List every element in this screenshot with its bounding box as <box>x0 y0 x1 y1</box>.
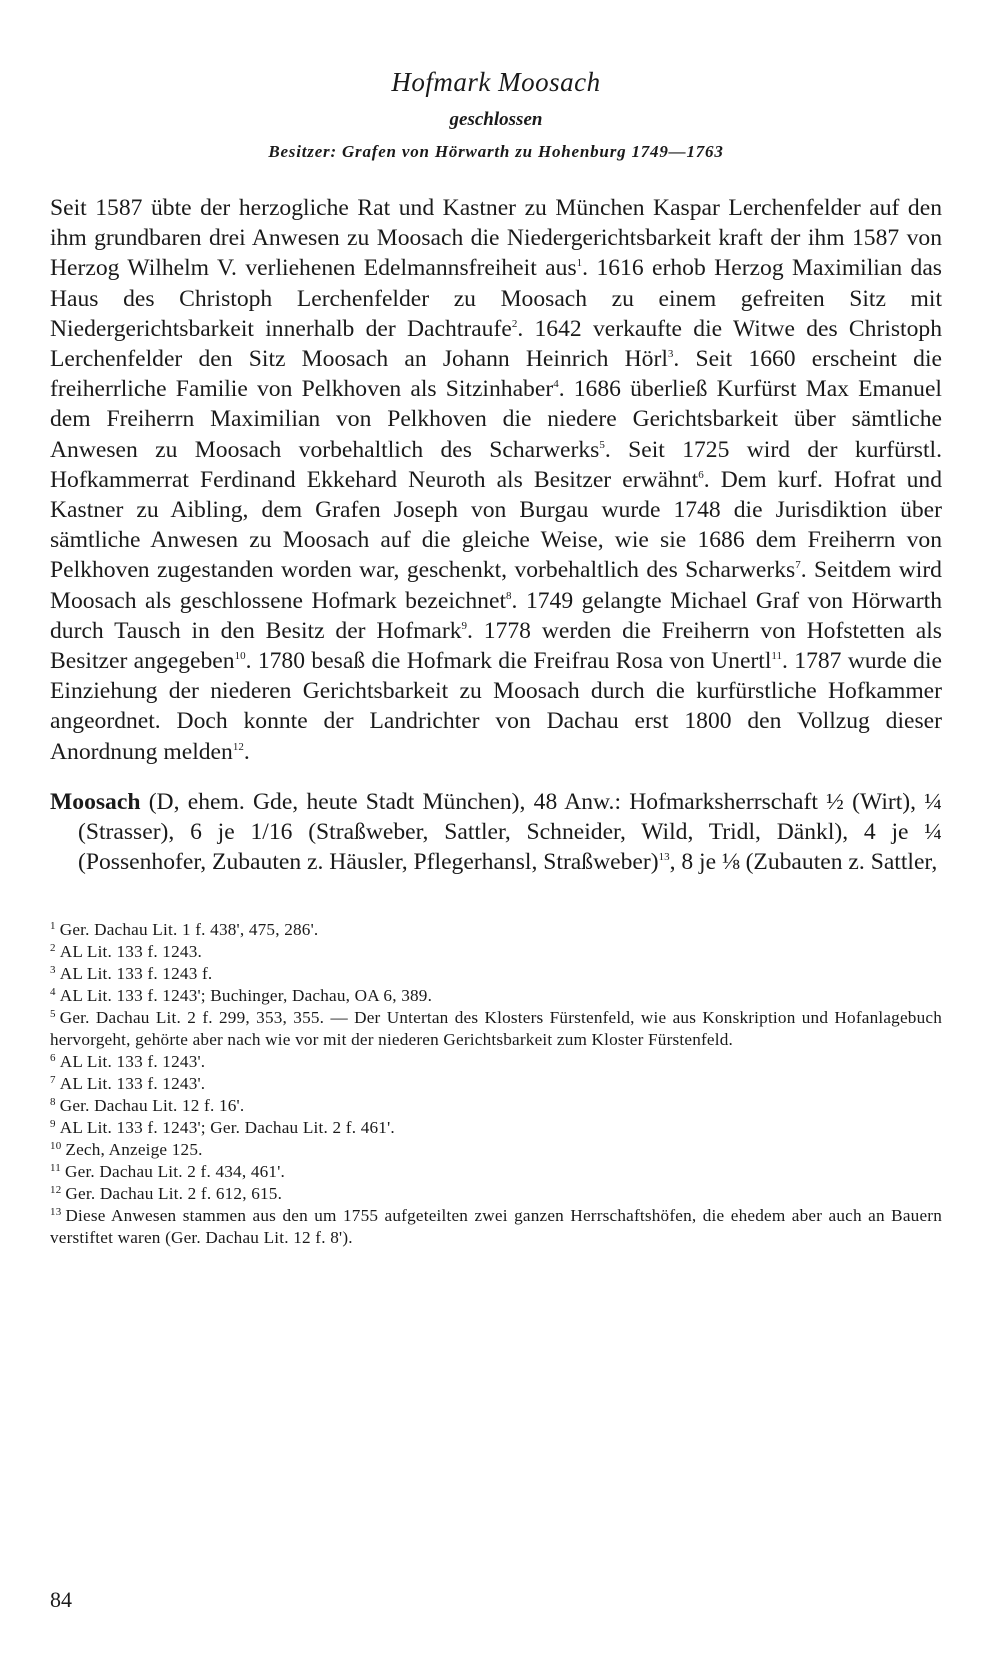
footnote-ref: 7 <box>795 559 801 572</box>
footnote-ref: 4 <box>553 378 559 391</box>
footnote-ref: 12 <box>232 740 244 753</box>
history-text: . Seit 1660 erscheint die freiherrliche Familie von Pelkhoven als Sitzinhaber <box>50 346 942 403</box>
page-number: 84 <box>50 1587 72 1612</box>
footnote-text: Ger. Dachau Lit. 2 f. 612, 615. <box>65 1184 283 1204</box>
footnote: 10 Zech, Anzeige 125. <box>50 1139 203 1160</box>
history-text: . 1787 wurde die Einziehung der niederen Gerichtsbarkeit zu Moosach durch die kurfürstliche Hofkammer angeordnet. Doch konnte der Landrichter von Dachau erst 1800 den Vollzug dieser Anordnung melden <box>50 648 942 765</box>
footnote: 7 AL Lit. 133 f. 1243'. <box>50 1073 206 1094</box>
footnote-ref: 9 <box>461 619 468 632</box>
section-title: Hofmark Moosach <box>391 67 601 97</box>
history-text: . Seit 1725 wird der kurfürstl. Hofkammerrat Ferdinand Ekkehard Neuroth als Besitzer erwähnt <box>50 436 942 493</box>
history-text: . 1780 besaß die Hofmark die Freifrau Rosa von Unertl <box>245 648 772 675</box>
footnote-ref: 6 <box>698 468 704 481</box>
history-text: . 1616 erhob Herzog Maximilian das Haus des Christoph Lerchenfelder zu Moosach zu einem gefreiten Sitz mit Niedergerichtsbarkeit innerhalb der Dachtraufe <box>50 255 942 342</box>
place-entry <box>50 787 942 878</box>
footnote-text: Ger. Dachau Lit. 2 f. 299, 353, 355. — Der Untertan des Klosters Fürstenfeld, wie aus Konskription und Hofanlagebuch hervorgeht, gehörte aber nach wie vor mit der niederen Gerichtsbarkeit zum Kloster Fürstenfeld. <box>50 1008 942 1050</box>
history-text: . Seitdem wird Moosach als geschlossene Hofmark bezeichnet <box>50 557 942 614</box>
owner-line: Besitzer: Grafen von Hörwarth zu Hohenburg 1749—1763 <box>268 142 724 161</box>
footnote: 5 Ger. Dachau Lit. 2 f. 299, 353, 355. — Der Untertan des Klosters Fürstenfeld, wie aus Konskription und Hofanlagebuch hervorgeht, gehörte aber nach wie vor mit der niederen Gerichtsbarkeit zum Kloster Fürstenfeld. <box>50 1007 942 1050</box>
history-text: Seit 1587 übte der herzogliche Rat und Kastner zu München Kaspar Lerchenfelder auf den ihm grundbaren drei Anwesen zu Moosach die Niedergerichtsbarkeit kraft der ihm 1587 von Herzog Wilhelm V. verliehenen Edelmannsfreiheit aus <box>50 195 942 282</box>
history-text: . Dem kurf. Hofrat und Kastner zu Aibling, dem Grafen Joseph von Burgau wurde 1748 die Jurisdiktion über sämtliche Anwesen zu Moosach auf die gleiche Weise, wie sie 1686 dem Freiherrn von Pelkhoven zugestanden worden war, geschenkt, vorbehaltlich des Scharwerks <box>50 466 943 584</box>
footnote: 6 AL Lit. 133 f. 1243'. <box>50 1051 206 1072</box>
footnote-text: AL Lit. 133 f. 1243'; Buchinger, Dachau, OA 6, 389. <box>59 986 433 1006</box>
footnote-text: Ger. Dachau Lit. 12 f. 16'. <box>59 1096 245 1116</box>
footnote-ref: 5 <box>599 438 605 451</box>
history-text: . 1749 gelangte Michael Graf von Hörwarth durch Tausch in den Besitz der Hofmark <box>50 587 942 644</box>
place-name: Moosach <box>50 788 141 815</box>
footnote: 8 Ger. Dachau Lit. 12 f. 16'. <box>50 1095 245 1116</box>
footnote: 4 AL Lit. 133 f. 1243'; Buchinger, Dachau, OA 6, 389. <box>50 985 433 1006</box>
footnote-ref: 2 <box>511 317 518 330</box>
footnote-text: Diese Anwesen stammen aus den um 1755 aufgeteilten zwei ganzen Herrschaftshöfen, die ehedem aber auch an Bauern verstiftet waren (Ger. Dachau Lit. 12 f. 8'). <box>50 1206 942 1248</box>
footnote-text: Zech, Anzeige 125. <box>65 1140 203 1160</box>
history-text: . 1642 verkaufte die Witwe des Christoph Lerchenfelder den Sitz Moosach an Johann Heinrich Hörl <box>50 315 943 373</box>
footnote: 9 AL Lit. 133 f. 1243'; Ger. Dachau Lit. 2 f. 461'. <box>50 1117 395 1138</box>
history-paragraph <box>50 193 942 767</box>
footnote-ref: 13 <box>658 851 670 864</box>
place-text: , 8 je ⅛ (Zubauten z. Sattler, <box>669 849 938 876</box>
place-text: (D, ehem. Gde, heute Stadt München), 48 Anw.: Hofmarksherrschaft ½ (Wirt), ¼ (Strasser), 6 je 1/16 (Straßweber, Sattler, Schneider, Wild, Tridl, Dänkl), 4 je ¼ (Possenhofer, Zubauten z. Häusler, Pflegerhansl, Straßweber) <box>78 788 942 876</box>
history-text: . 1778 werden die Freiherrn von Hofstetten als Besitzer angegeben <box>50 617 942 675</box>
footnote: 12 Ger. Dachau Lit. 2 f. 612, 615. <box>50 1183 283 1204</box>
footnote: 2 AL Lit. 133 f. 1243. <box>50 941 202 962</box>
footnotes <box>50 919 942 1249</box>
footnote-text: AL Lit. 133 f. 1243 f. <box>59 964 213 984</box>
document-page <box>50 55 942 1249</box>
footnote: 3 AL Lit. 133 f. 1243 f. <box>50 963 213 984</box>
footnote: 1 Ger. Dachau Lit. 1 f. 438', 475, 286'. <box>50 919 319 940</box>
footnote-ref: 1 <box>576 257 583 270</box>
footnote-ref: 8 <box>506 589 512 602</box>
footnote-text: Ger. Dachau Lit. 2 f. 434, 461'. <box>65 1162 285 1182</box>
footnote-text: AL Lit. 133 f. 1243'; Ger. Dachau Lit. 2 f. 461'. <box>59 1118 395 1138</box>
footnote-text: AL Lit. 133 f. 1243'. <box>59 1052 206 1072</box>
footnote: 13 Diese Anwesen stammen aus den um 1755 aufgeteilten zwei ganzen Herrschaftshöfen, die ehedem aber auch an Bauern verstiftet waren (Ger. Dachau Lit. 12 f. 8'). <box>50 1205 942 1248</box>
footnote-text: Ger. Dachau Lit. 1 f. 438', 475, 286'. <box>59 920 319 940</box>
footnote-text: AL Lit. 133 f. 1243'. <box>59 1074 206 1094</box>
footnote-ref: 10 <box>234 650 246 663</box>
history-text: . 1686 überließ Kurfürst Max Emanuel dem Freiherrn Maximilian von Pelkhoven die niedere Gerichtsbarkeit über sämtliche Anwesen zu Moosach vorbehaltlich des Scharwerks <box>50 376 942 463</box>
history-text: . <box>243 738 250 765</box>
footnote-ref: 11 <box>771 650 782 663</box>
footnote: 11 Ger. Dachau Lit. 2 f. 434, 461'. <box>50 1161 285 1182</box>
footnote-text: AL Lit. 133 f. 1243. <box>59 942 202 962</box>
footnote-ref: 3 <box>667 348 674 361</box>
section-status: geschlossen <box>449 109 543 130</box>
